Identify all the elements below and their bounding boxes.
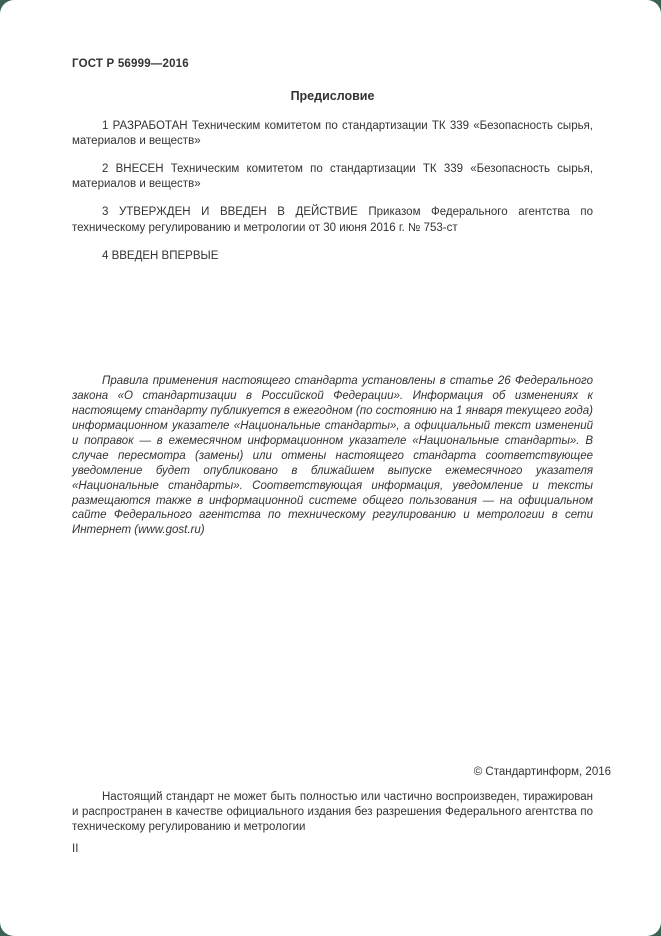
document-designation: ГОСТ Р 56999—2016	[72, 58, 189, 70]
page-title: Предисловие	[290, 88, 375, 103]
foreword-item-submitted: 2 ВНЕСЕН Техническим комитетом по стандартизации ТК 339 «Безопасность сырья, материалов и веществ»	[72, 163, 593, 191]
foreword-item-approved: 3 УТВЕРЖДЕН И ВВЕДЕН В ДЕЙСТВИЕ Приказом Федерального агентства по техническому регулированию и метрологии от 30 июня 2016 г. № 753-ст	[72, 206, 593, 234]
reproduction-restriction-note: Настоящий стандарт не может быть полностью или частично воспроизведен, тиражирован и распространен в качестве официального издания без разрешения Федерального агентства по техническому регулированию и метрологии	[72, 791, 593, 834]
copyright-notice: © Стандартинформ, 2016	[473, 766, 611, 778]
application-rules-note: Правила применения настоящего стандарта установлены в статье 26 Федерального закона «О стандартизации в Российской Федерации». Информация об изменениях к настоящему стандарту публикуется в ежегодном (по состоянию на 1 января текущего года) информационном указателе «Национальные стандарты», а официальный текст изменений и поправок — в ежемесячном информационном указателе «Национальные стандарты». В случае пересмотра (замены) или отмены настоящего стандарта соответствующее уведомление будет опубликовано в ближайшем выпуске ежемесячного указателя «Национальные стандарты». Соответствующая информация, уведомление и тексты размещаются также в информационной системе общего пользования — на официальном сайте Федерального агентства по техническому регулированию и метрологии в сети Интернет (www.gost.ru)	[72, 375, 593, 537]
foreword-item-developed: 1 РАЗРАБОТАН Техническим комитетом по стандартизации ТК 339 «Безопасность сырья, материалов и веществ»	[72, 119, 593, 147]
foreword-item-introduced: 4 ВВЕДЕН ВПЕРВЫЕ	[102, 249, 219, 262]
page-number: II	[72, 843, 79, 855]
